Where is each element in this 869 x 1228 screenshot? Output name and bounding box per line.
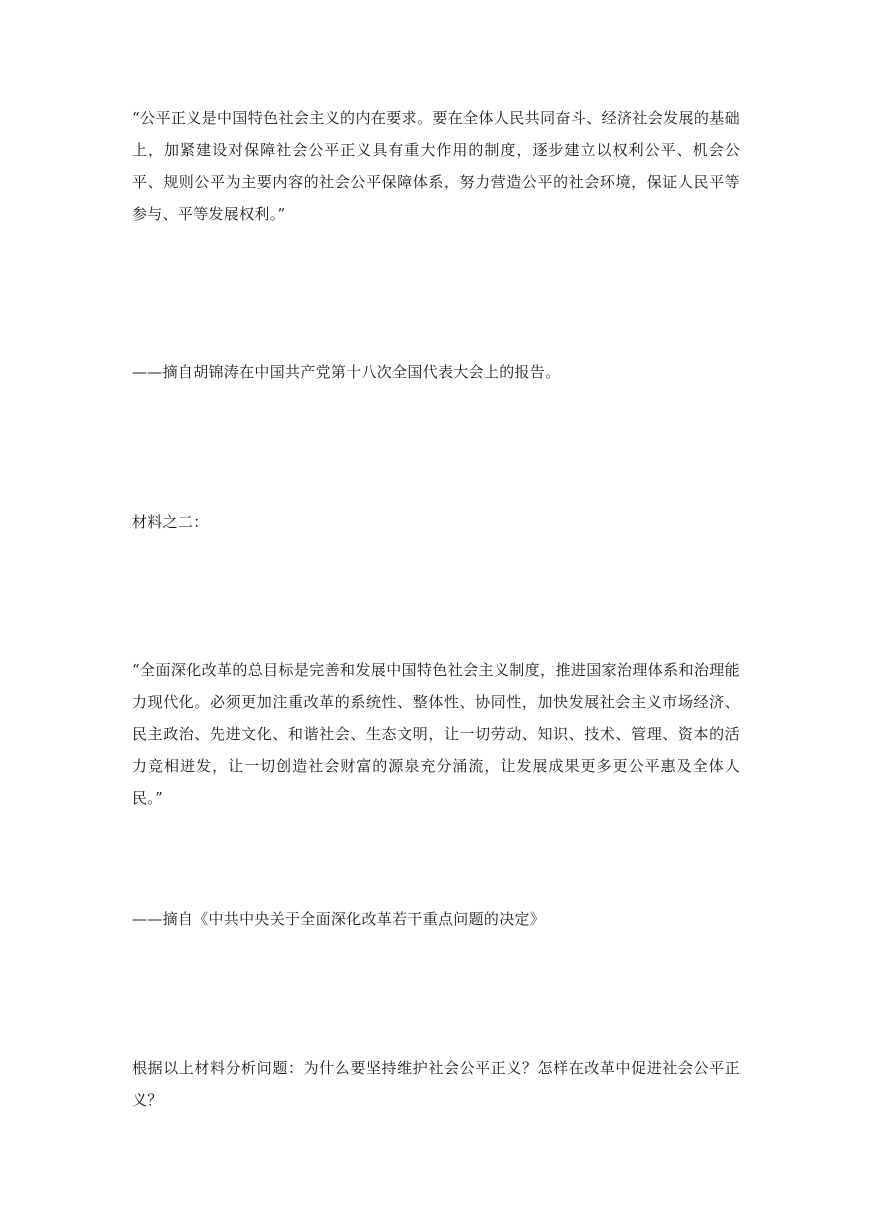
quote-paragraph-1: “公平正义是中国特色社会主义的内在要求。要在全体人民共同奋斗、经济社会发展的基础上，加紧建设对保障社会公平正义具有重大作用的制度，逐步建立以权利公平、机会公平、规则公平为主要内容的社会公平保障体系，努力营造公平的社会环境，保证人民平等参与、平等发展权利。” <box>132 109 740 223</box>
material-2-heading: 材料之二： <box>132 513 209 531</box>
source-citation-1: ——摘自胡锦涛在中国共产党第十八次全国代表大会上的报告。 <box>132 363 561 381</box>
quote-paragraph-2: “全面深化改革的总目标是完善和发展中国特色社会主义制度，推进国家治理体系和治理能力现代化。必须更加注重改革的系统性、整体性、协同性，加快发展社会主义市场经济、民主政治、先进文化、和谐社会、生态文明，让一切劳动、知识、技术、管理、资本的活力竞相迸发，让一切创造社会财富的源泉充分涌流，让发展成果更多更公平惠及全体人民。” <box>132 661 740 807</box>
source-citation-2: ——摘自《中共中央关于全面深化改革若干重点问题的决定》 <box>132 910 546 928</box>
analysis-question: 根据以上材料分析问题：为什么要坚持维护社会公平正义？怎样在改革中促进社会公平正义？ <box>132 1059 740 1109</box>
